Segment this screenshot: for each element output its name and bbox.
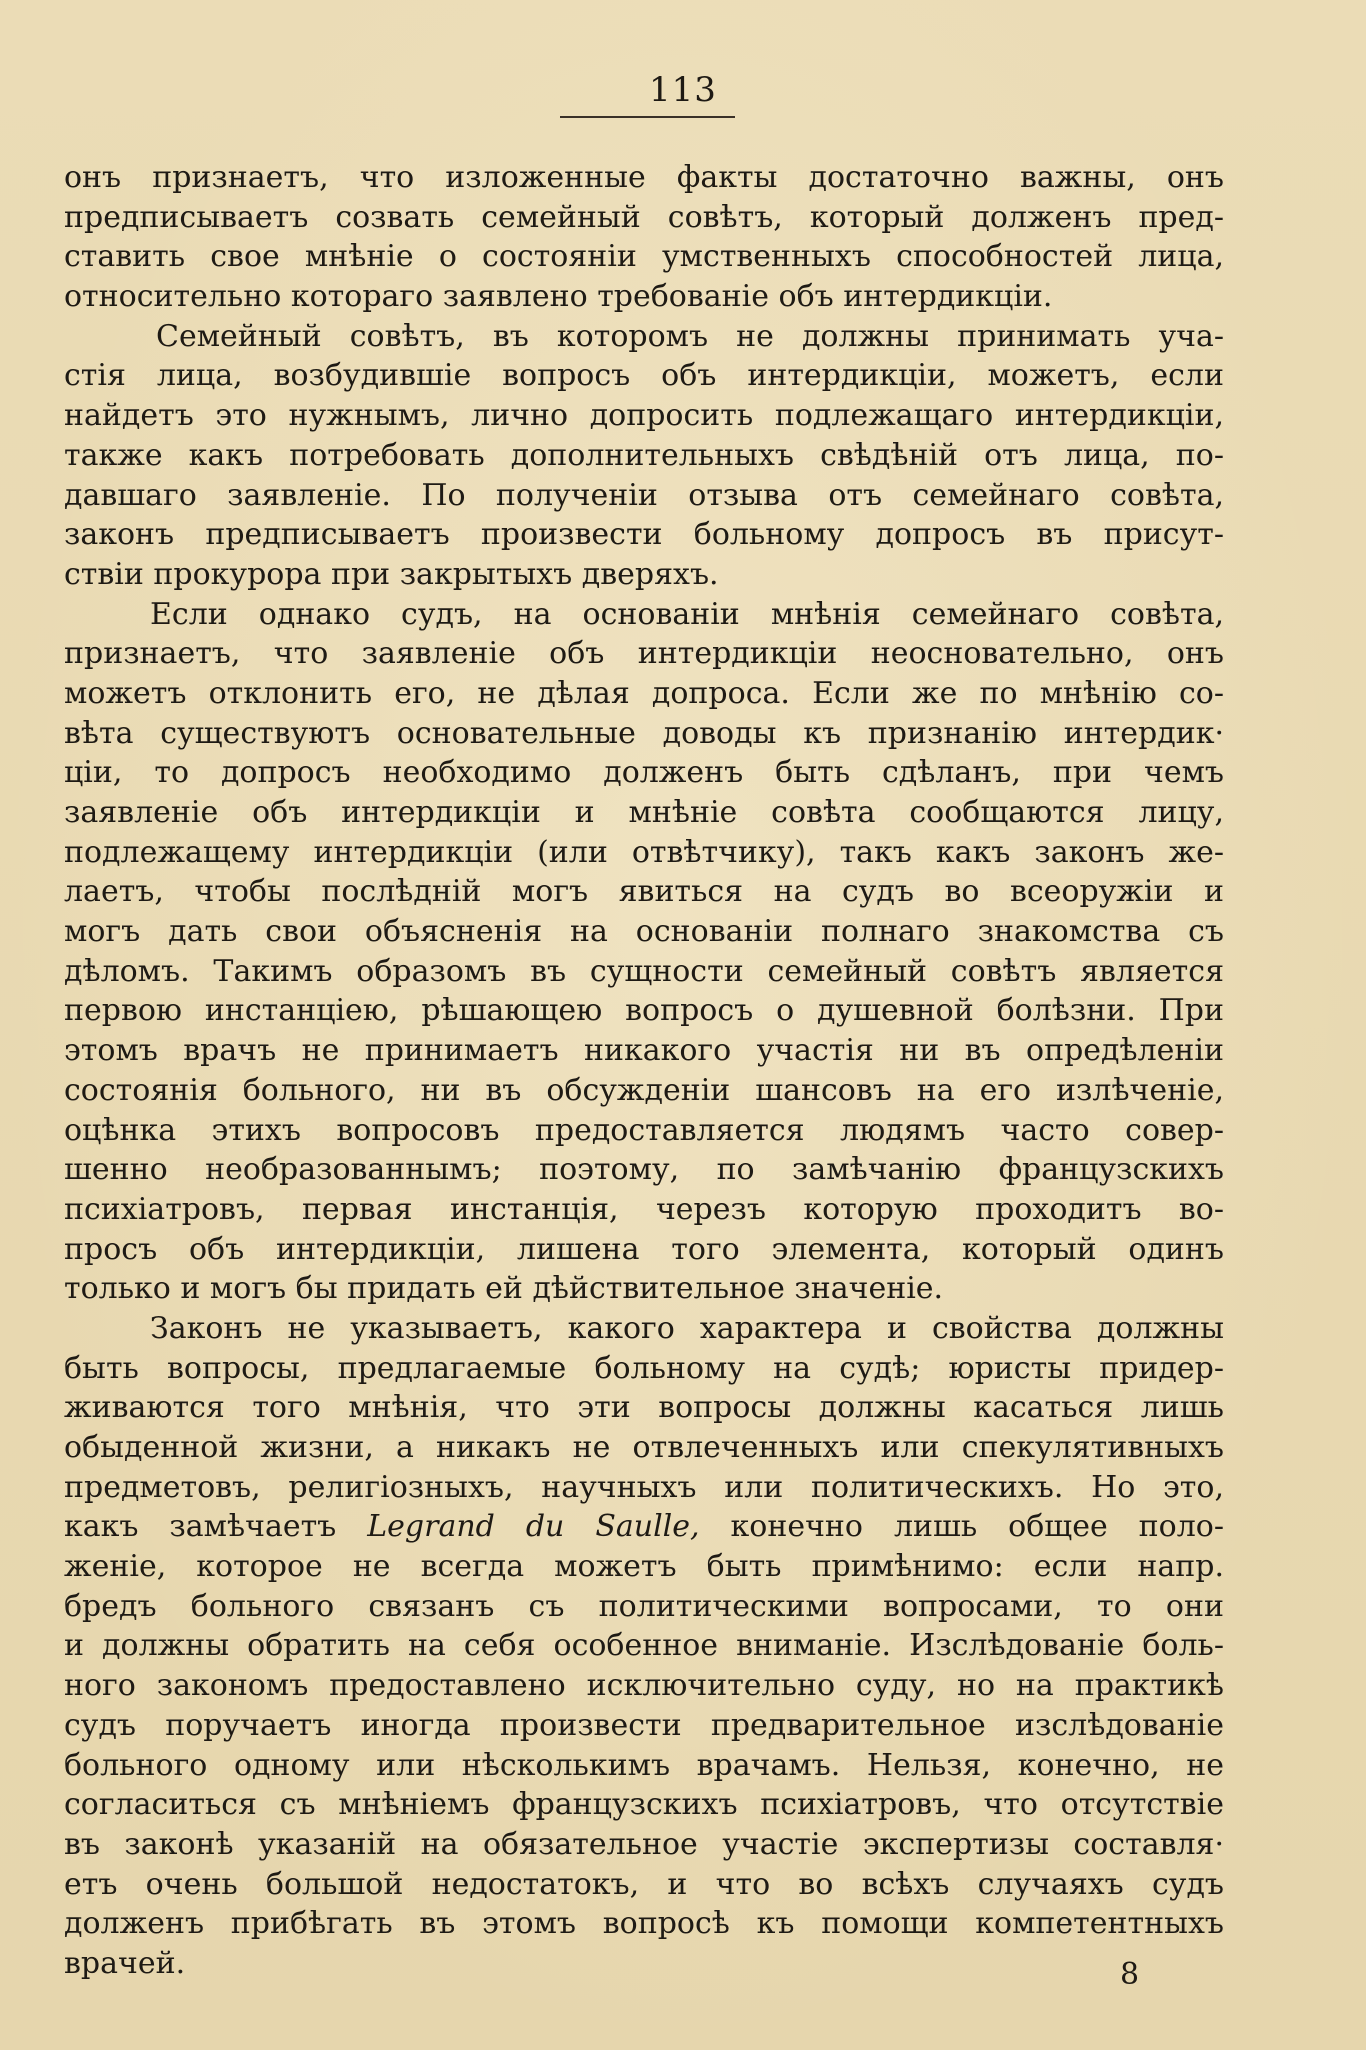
text-line: состоянія больного, ни въ обсужденіи шансовъ на его излѣченіе, — [64, 1072, 1224, 1108]
text-line: ціи, то допросъ необходимо долженъ быть сдѣланъ, при чемъ — [64, 755, 1224, 791]
text-line: стія лица, возбудившіе вопросъ объ интердикціи, можетъ, если — [64, 358, 1224, 394]
text-line: оцѣнка этихъ вопросовъ предоставляется людямъ часто совер- — [64, 1112, 1224, 1148]
text-line: вѣта существуютъ основательные доводы къ признанію интердик· — [64, 715, 1224, 751]
text-line: также какъ потребовать дополнительныхъ свѣдѣній отъ лица, по- — [64, 437, 1224, 473]
text-line: просъ объ интердикціи, лишена того элемента, который одинъ — [64, 1231, 1224, 1267]
signature-mark: 8 — [1120, 1957, 1140, 1992]
text-line: признаетъ, что заявленіе объ интердикціи неосновательно, онъ — [64, 636, 1224, 672]
text-line: живаются того мнѣнія, что эти вопросы должны касаться лишь — [64, 1390, 1224, 1426]
text-fragment: какъ замѣчаетъ — [64, 1509, 368, 1545]
text-line: быть вопросы, предлагаемые больному на судѣ; юристы придер- — [64, 1350, 1224, 1386]
text-line: только и могъ бы придать ей дѣйствительное значеніе. — [64, 1271, 944, 1307]
text-line: Если однако судъ, на основаніи мнѣнія семейнаго совѣта, — [150, 596, 1224, 632]
text-line: ного закономъ предоставлено исключительно суду, но на практикѣ — [64, 1668, 1224, 1704]
text-line: законъ предписываетъ произвести больному допросъ въ присут- — [64, 517, 1224, 553]
text-line: долженъ прибѣгать въ этомъ вопросѣ къ помощи компетентныхъ — [64, 1906, 1224, 1942]
text-line: етъ очень большой недостатокъ, и что во всѣхъ случаяхъ судъ — [64, 1866, 1224, 1902]
text-line: давшаго заявленіе. По полученіи отзыва отъ семейнаго совѣта, — [64, 477, 1224, 513]
text-line: шенно необразованнымъ; поэтому, по замѣчанію французскихъ — [64, 1152, 1224, 1188]
text-line: судъ поручаетъ иногда произвести предварительное изслѣдованіе — [64, 1707, 1224, 1743]
text-line: женіе, которое не всегда можетъ быть примѣнимо: если напр. — [64, 1549, 1224, 1585]
text-line: ставить свое мнѣніе о состояніи умственныхъ способностей лица, — [64, 239, 1224, 275]
text-line: относительно котораго заявлено требованіе объ интердикціи. — [64, 279, 1053, 315]
text-line: психіатровъ, первая инстанція, черезъ которую проходитъ во- — [64, 1191, 1224, 1227]
text-line: онъ признаетъ, что изложенные факты достаточно важны, онъ — [64, 160, 1224, 195]
text-line: заявленіе объ интердикціи и мнѣніе совѣта сообщаются лицу, — [64, 795, 1224, 830]
text-line: согласиться съ мнѣніемъ французскихъ психіатровъ, что отсутствіе — [64, 1787, 1224, 1823]
text-line: въ законѣ указаній на обязательное участіе экспертизы составля· — [64, 1826, 1224, 1862]
text-line: и должны обратить на себя особенное вниманіе. Изслѣдованіе боль- — [64, 1628, 1224, 1664]
text-line: подлежащему интердикціи (или отвѣтчику), такъ какъ законъ же- — [64, 834, 1224, 870]
text-line: больного одному или нѣсколькимъ врачамъ. Нельзя, конечно, не — [64, 1747, 1224, 1783]
text-line-with-citation — [64, 1507, 1224, 1547]
text-line: ствіи прокурора при закрытыхъ дверяхъ. — [64, 556, 719, 592]
page-number: 113 — [649, 70, 717, 110]
text-line: дѣломъ. Такимъ образомъ въ сущности семейный совѣтъ является — [64, 953, 1224, 989]
text-line: могъ дать свои объясненія на основаніи полнаго знакомства съ — [64, 914, 1224, 950]
text-line: этомъ врачъ не принимаетъ никакого участія ни въ опредѣленіи — [64, 1033, 1224, 1069]
header-rule — [560, 116, 735, 118]
text-fragment: конечно лишь общее поло- — [699, 1509, 1224, 1545]
cited-author: Legrand du Saulle, — [367, 1509, 700, 1545]
text-line: врачей. — [64, 1945, 186, 1981]
text-line: обыденной жизни, а никакъ не отвлеченныхъ или спекулятивныхъ — [64, 1430, 1224, 1465]
text-line: предметовъ, религіозныхъ, научныхъ или политическихъ. Но это, — [64, 1469, 1224, 1505]
text-line: Семейный совѣтъ, въ которомъ не должны принимать уча- — [156, 318, 1224, 354]
text-line: лаетъ, чтобы послѣдній могъ явиться на судъ во всеоружіи и — [64, 874, 1224, 910]
text-line: предписываетъ созвать семейный совѣтъ, который долженъ пред- — [64, 199, 1224, 235]
text-line: найдетъ это нужнымъ, лично допросить подлежащаго интердикціи, — [64, 398, 1224, 434]
text-line: бредъ больного связанъ съ политическими вопросами, то они — [64, 1588, 1224, 1624]
body-text — [64, 158, 1224, 1984]
text-line: можетъ отклонить его, не дѣлая допроса. Если же по мнѣнію со- — [64, 675, 1224, 711]
text-line: первою инстанціею, рѣшающею вопросъ о душевной болѣзни. При — [64, 993, 1224, 1029]
text-line: Законъ не указываетъ, какого характера и свойства должны — [150, 1310, 1224, 1346]
